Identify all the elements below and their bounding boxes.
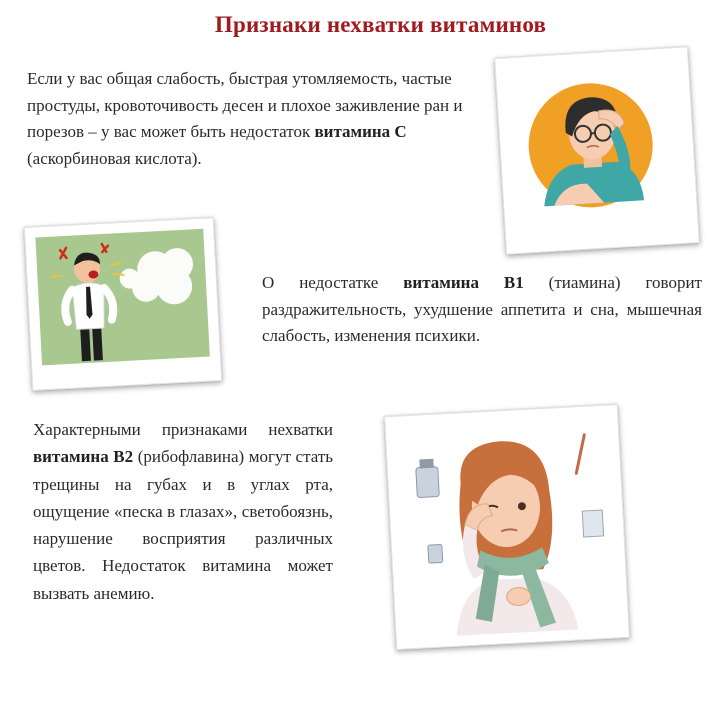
sick-girl-photo [384,404,630,650]
vitamin-b2-paragraph [33,416,333,607]
angry-man-photo [24,217,222,391]
vitamin-c-text-after: (аскорбиновая кислота). [27,148,202,168]
vitamin-b2-text-after: (рибофлавина) могут стать трещины на губах и в углах рта, ощущение «песка в глазах», светобоязнь, нарушение восприятия различных цветов. Недостаток витамина может вызвать анемию. [33,447,333,603]
vitamin-c-text: Если у вас общая слабость, быстрая утомляемость, частые простуды, кровоточивость десен и плохое заживление ран и порезов – у вас может быть недостаток [27,69,463,141]
angry-man-illustration [25,218,221,390]
vitamin-b1-paragraph [262,270,702,350]
vitamin-b1-text-after: (тиамина) говорит раздражительность, ухудшение аппетита и сна, мышечная слабость, изменения психики. [262,273,702,345]
tired-woman-illustration [495,47,699,253]
vitamin-b2-text: Характерными признаками нехватки [33,420,333,439]
tired-woman-photo [494,46,700,254]
vitamin-b2-bold: витамина В2 [33,447,134,467]
vitamin-b1-text: О недостатке [262,273,404,292]
vitamin-b1-bold: витамина В1 [403,273,524,292]
vitamin-c-bold: витамина С [314,122,407,141]
sick-girl-illustration [385,405,629,649]
vitamin-c-paragraph [27,66,467,172]
page-title: Признаки нехватки витаминов [214,12,547,37]
